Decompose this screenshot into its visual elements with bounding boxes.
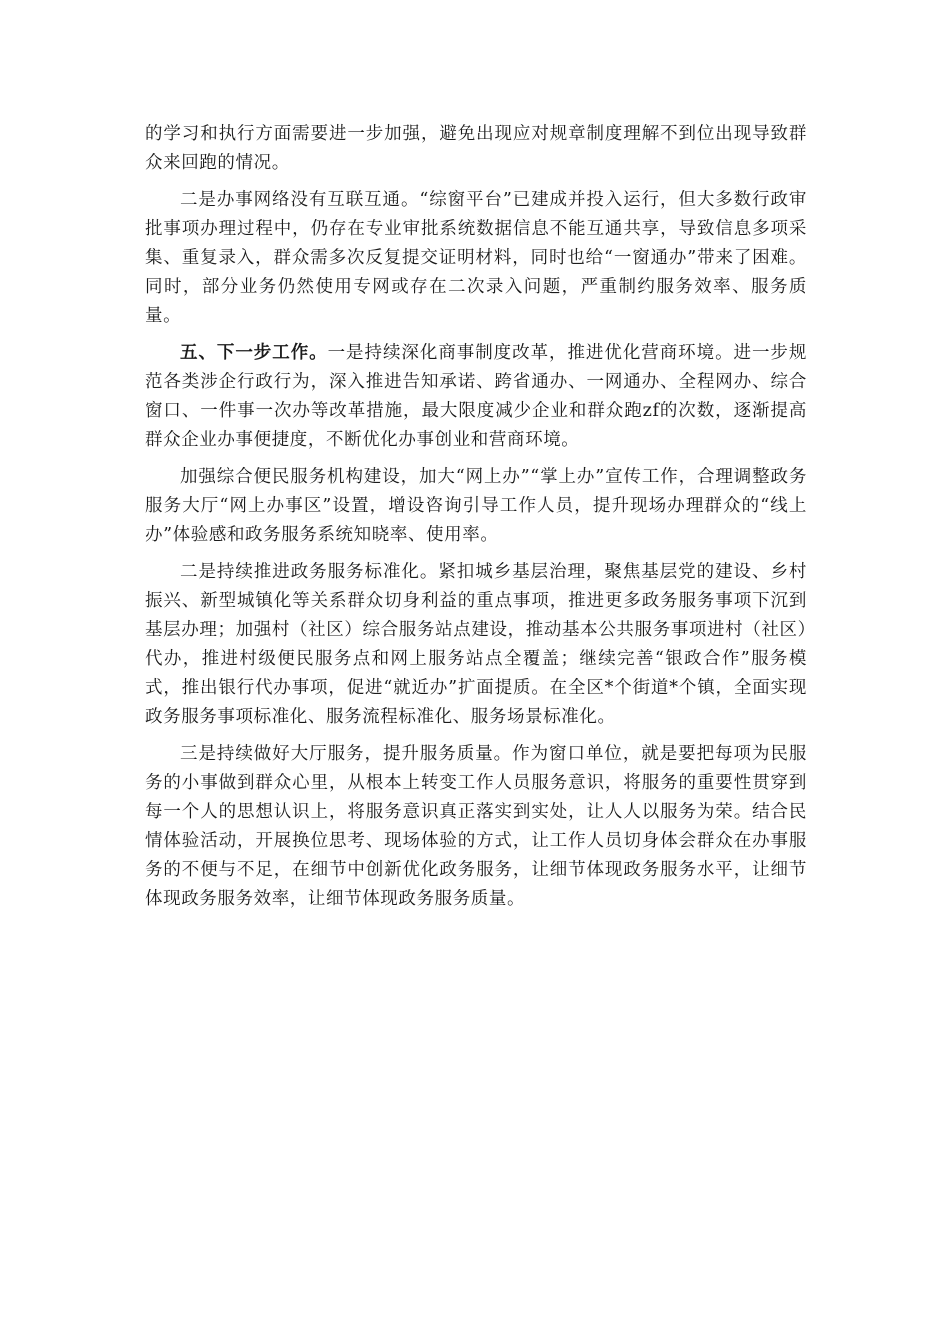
paragraph-hall-service: 三是持续做好大厅服务，提升服务质量。作为窗口单位，就是要把每项为民服务的小事做到群众心里，从根本上转变工作人员服务意识，将服务的重要性贯穿到每一个人的思想认识上，将服务意识真正落实到实处，让人人以服务为荣。结合民情体验活动，开展换位思考、现场体验的方式，让工作人员切身体会群众在办事服务的不便与不足，在细节中创新优化政务服务，让细节体现政务服务水平，让细节体现政务服务效率，让细节体现政务服务质量。 <box>145 744 807 909</box>
paragraph-network-issue: 二是办事网络没有互联互通。“综窗平台”已建成并投入运行，但大多数行政审批事项办理过程中，仍存在专业审批系统数据信息不能互通共享，导致信息多项采集、重复录入，群众需多次反复提交证明材料，同时也给“一窗通办”带来了困难。同时，部分业务仍然使用专网或存在二次录入问题，严重制约服务效率、服务质量。 <box>145 190 807 326</box>
section-heading-next-steps: 五、下一步工作。 <box>180 343 328 363</box>
document-body <box>145 120 807 922</box>
paragraph-next-steps-text: 一是持续深化商事制度改革，推进优化营商环境。进一步规范各类涉企行政行为，深入推进告知承诺、跨省通办、一网通办、全程网办、综合窗口、一件事一次办等改革措施，最大限度减少企业和群众跑zf的次数，逐渐提高群众企业办事便捷度，不断优化办事创业和营商环境。 <box>145 343 807 450</box>
paragraph-next-steps <box>145 339 807 455</box>
paragraph-service-construction: 加强综合便民服务机构建设，加大“网上办”“掌上办”宣传工作，合理调整政务服务大厅“网上办事区”设置，增设咨询引导工作人员，提升现场办理群众的“线上办”体验感和政务服务系统知晓率、使用率。 <box>145 467 807 545</box>
paragraph-continuation: 的学习和执行方面需要进一步加强，避免出现应对规章制度理解不到位出现导致群众来回跑的情况。 <box>145 124 807 173</box>
paragraph-standardization: 二是持续推进政务服务标准化。紧扣城乡基层治理，聚焦基层党的建设、乡村振兴、新型城镇化等关系群众切身利益的重点事项，推进更多政务服务事项下沉到基层办理；加强村（社区）综合服务站点建设，推动基本公共服务事项进村（社区）代办，推进村级便民服务点和网上服务站点全覆盖；继续完善“银政合作”服务模式，推出银行代办事项，促进“就近办”扩面提质。在全区*个街道*个镇，全面实现政务服务事项标准化、服务流程标准化、服务场景标准化。 <box>145 562 807 727</box>
